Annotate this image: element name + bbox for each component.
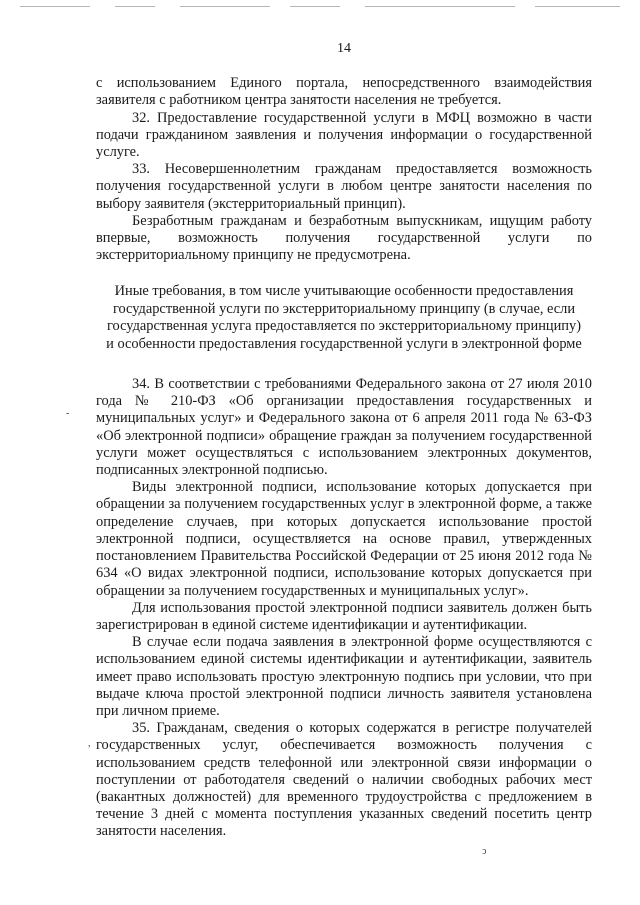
scan-speck: ↄ [482,846,487,857]
scan-artifact-lines [20,6,620,12]
heading-line: Иные требования, в том числе учитывающие особенности предоставления [114,283,574,300]
paragraph-continuation: с использованием Единого портала, непосредственного взаимодействия заявителя с работником центра занятости населения не требуется. [96,75,592,109]
top-section [96,75,592,264]
paragraph-32: 32. Предоставление государственной услуги в МФЦ возможно в части подачи гражданином заявления и получения информации о государственной услуге. [96,109,592,161]
paragraph-35: 35. Гражданам, сведения о которых содержатся в регистре получателей государственных услуг, обеспечивается возможность получения с использованием средств телефонной или электронной связи информации о поступлении от работодателя сведений о наличии свободных рабочих мест (вакантных должностей) для временного трудоустройства с предложением в течение 3 дней с момента поступления указанных сведений посетить центр занятости населения. [96,720,592,840]
bottom-section [96,376,592,840]
paragraph-unemployed: Безработным гражданам и безработным выпускникам, ищущим работу впервые, возможность получения государственной услуги по экстерриториальному принципу не предусмотрена. [96,212,592,264]
paragraph-simple-signature: Для использования простой электронной подписи заявитель должен быть зарегистрирован в единой системе идентификации и аутентификации. [96,599,592,633]
page-number: 14 [337,41,351,56]
heading-line: государственная услуга предоставляется по экстерриториальному принципу) [106,318,581,335]
scan-speck: - [66,408,70,419]
heading-line: государственной услуги по экстерриториальному принципу (в случае, если [112,300,576,317]
paragraph-signature-types: Виды электронной подписи, использование которых допускается при обращении за получением государственных услуг в электронной форме, а также определение случаев, при которых допускается использование простой электронной подписи, осуществляется на основе правил, утвержденных постановлением Правительства Российской Федерации от 25 июня 2012 года № 634 «О видах электронной подписи, использование которых допускается при обращении за получением государственных и муниципальных услуг». [96,479,592,599]
heading-line: и особенности предоставления государственной услуги в электронной форме [106,335,582,352]
section-heading [96,283,592,353]
document-page [96,40,592,841]
paragraph-33: 33. Несовершеннолетним гражданам предоставляется возможность получения государственной услуги в любом центре занятости населения по выбору заявителя (экстерриториальный принцип). [96,161,592,212]
paragraph-esia: В случае если подача заявления в электронной форме осуществляются с использованием единой системы идентификации и аутентификации, заявитель имеет право использовать простую электронную подпись при условии, что при выдаче ключа простой электронной подписи личность заявителя установлена при личном приеме. [96,634,592,719]
scan-speck: , [88,738,91,749]
paragraph-34: 34. В соответствии с требованиями Федерального закона от 27 июля 2010 года № 210-ФЗ «Об организации предоставления государственных и муниципальных услуг» и Федерального закона от 6 апреля 2011 года № 63-ФЗ «Об электронной подписи» обращение граждан за получением государственной услуги может осуществляться с использованием электронных документов, подписанных электронной подписью. [96,376,592,479]
